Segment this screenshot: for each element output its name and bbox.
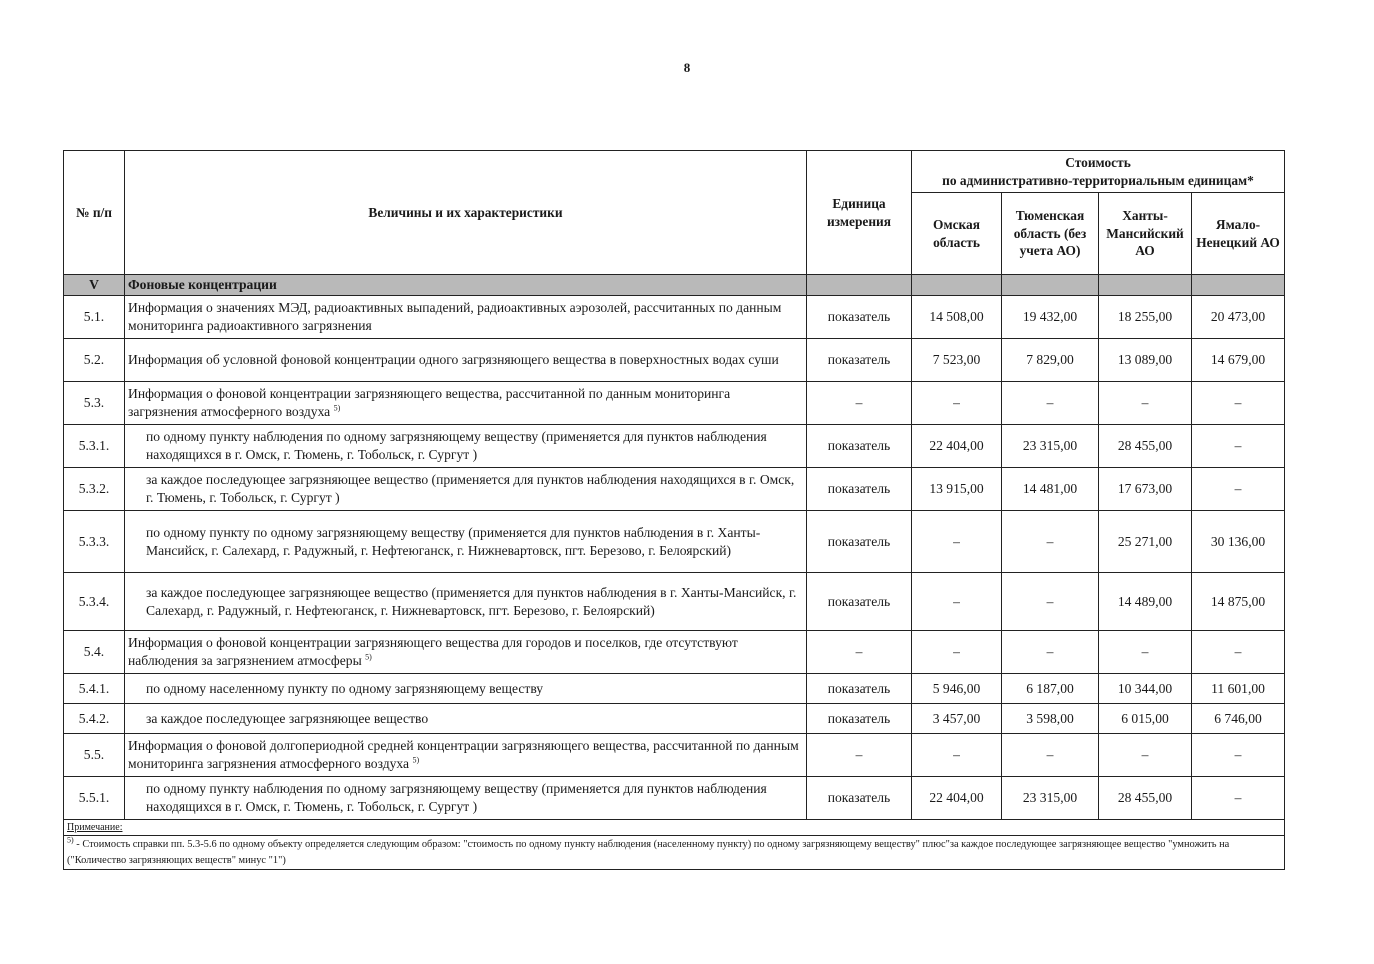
section-empty xyxy=(912,275,1002,296)
row-unit: показатель xyxy=(807,468,912,511)
row-description xyxy=(125,468,807,511)
table-row xyxy=(64,296,1285,339)
row-value: – xyxy=(1002,511,1099,573)
row-value: – xyxy=(1099,382,1192,425)
row-value: 13 915,00 xyxy=(912,468,1002,511)
row-value: 23 315,00 xyxy=(1002,425,1099,468)
header-region-yanao: Ямало-Ненецкий АО xyxy=(1192,193,1285,275)
section-empty xyxy=(1192,275,1285,296)
row-description xyxy=(125,674,807,704)
row-number: 5.2. xyxy=(64,339,125,382)
note-heading: Примечание: xyxy=(64,820,1285,836)
header-cost-line2: по административно-территориальным единицам* xyxy=(942,172,1254,188)
row-number: 5.4.1. xyxy=(64,674,125,704)
row-value: – xyxy=(1002,382,1099,425)
header-cost-line1: Стоимость xyxy=(1065,155,1131,171)
row-value: 14 489,00 xyxy=(1099,573,1192,631)
row-value: 19 432,00 xyxy=(1002,296,1099,339)
row-value: – xyxy=(912,631,1002,674)
row-value: 25 271,00 xyxy=(1099,511,1192,573)
row-value: 14 875,00 xyxy=(1192,573,1285,631)
row-unit: показатель xyxy=(807,339,912,382)
row-value: 6 746,00 xyxy=(1192,704,1285,734)
row-value: – xyxy=(1099,734,1192,777)
row-description xyxy=(125,296,807,339)
row-value: – xyxy=(1192,631,1285,674)
row-unit: показатель xyxy=(807,573,912,631)
header-region-tyumen: Тюменская область (без учета АО) xyxy=(1002,193,1099,275)
table-row xyxy=(64,511,1285,573)
row-unit: показатель xyxy=(807,674,912,704)
row-description-text: за каждое последующее загрязняющее вещество (применяется для пунктов наблюдения в г. Ханты-Мансийск, г. Салехард, г. Радужный, г. Нефтеюганск, г. Нижневартовск, пгт. Березово, г. Белоярский) xyxy=(146,584,797,618)
row-description-text: по одному населенному пункту по одному загрязняющему веществу xyxy=(146,680,544,696)
row-value: – xyxy=(1002,734,1099,777)
row-number: 5.3.3. xyxy=(64,511,125,573)
table-row xyxy=(64,777,1285,820)
row-value: 7 523,00 xyxy=(912,339,1002,382)
row-value: – xyxy=(912,382,1002,425)
row-value: 3 457,00 xyxy=(912,704,1002,734)
table-row xyxy=(64,631,1285,674)
row-value: 17 673,00 xyxy=(1099,468,1192,511)
header-unit: Единица измерения xyxy=(807,151,912,275)
footnote-marker: 5) xyxy=(412,755,420,765)
row-unit: показатель xyxy=(807,425,912,468)
row-value: – xyxy=(912,734,1002,777)
row-value: 13 089,00 xyxy=(1099,339,1192,382)
row-description xyxy=(125,511,807,573)
section-title: Фоновые концентрации xyxy=(125,275,807,296)
row-description-text: Информация о фоновой концентрации загрязняющего вещества, рассчитанной по данным мониторинга загрязнения атмосферного воздуха xyxy=(128,386,731,419)
section-empty xyxy=(1099,275,1192,296)
row-value: 14 508,00 xyxy=(912,296,1002,339)
row-description-text: Информация о фоновой концентрации загрязняющего вещества для городов и поселков, где отсутствуют наблюдения за загрязнением атмосферы xyxy=(128,635,738,668)
table-row xyxy=(64,382,1285,425)
page-number: 8 xyxy=(683,60,691,75)
section-number: V xyxy=(64,275,125,296)
row-value: 22 404,00 xyxy=(912,425,1002,468)
note-body xyxy=(64,836,1285,870)
row-number: 5.4. xyxy=(64,631,125,674)
row-description xyxy=(125,631,807,674)
row-value: 5 946,00 xyxy=(912,674,1002,704)
row-value: – xyxy=(1099,631,1192,674)
table-row xyxy=(64,573,1285,631)
header-cost-group xyxy=(912,151,1285,193)
table-row xyxy=(64,734,1285,777)
row-unit: – xyxy=(807,382,912,425)
footnote-marker: 5) xyxy=(333,403,341,413)
row-description xyxy=(125,425,807,468)
row-unit: показатель xyxy=(807,511,912,573)
row-description-text: Информация о значениях МЭД, радиоактивных выпадений, радиоактивных аэрозолей, рассчитанных по данным мониторинга радиоактивного загрязнения xyxy=(128,300,782,333)
row-description xyxy=(125,382,807,425)
header-region-khmao: Ханты-Мансийский АО xyxy=(1099,193,1192,275)
row-value: – xyxy=(912,573,1002,631)
row-value: 20 473,00 xyxy=(1192,296,1285,339)
row-value: 22 404,00 xyxy=(912,777,1002,820)
header-region-omsk: Омская область xyxy=(912,193,1002,275)
row-value: – xyxy=(1002,631,1099,674)
row-description-text: по одному пункту по одному загрязняющему веществу (применяется для пунктов наблюдения в г. Ханты-Мансийск, г. Салехард, г. Радужный, г. Нефтеюганск, г. Нижневартовск, пгт. Березово, г. Белоярский) xyxy=(146,524,761,558)
row-description xyxy=(125,339,807,382)
header-description: Величины и их характеристики xyxy=(125,151,807,275)
row-value: 14 481,00 xyxy=(1002,468,1099,511)
row-value: 6 015,00 xyxy=(1099,704,1192,734)
row-value: 11 601,00 xyxy=(1192,674,1285,704)
row-unit: показатель xyxy=(807,296,912,339)
row-unit: – xyxy=(807,631,912,674)
row-description xyxy=(125,777,807,820)
row-description xyxy=(125,573,807,631)
row-number: 5.3. xyxy=(64,382,125,425)
row-value: 6 187,00 xyxy=(1002,674,1099,704)
row-value: 3 598,00 xyxy=(1002,704,1099,734)
row-value: 14 679,00 xyxy=(1192,339,1285,382)
row-value: 30 136,00 xyxy=(1192,511,1285,573)
row-description xyxy=(125,734,807,777)
row-description-text: Информация о фоновой долгопериодной средней концентрации загрязняющего вещества, рассчитанной по данным мониторинга загрязнения атмосферного воздуха xyxy=(128,738,799,771)
row-value: 10 344,00 xyxy=(1099,674,1192,704)
table-row xyxy=(64,674,1285,704)
row-number: 5.3.1. xyxy=(64,425,125,468)
row-value: – xyxy=(1192,777,1285,820)
row-number: 5.4.2. xyxy=(64,704,125,734)
row-value: – xyxy=(1192,734,1285,777)
row-value: 23 315,00 xyxy=(1002,777,1099,820)
row-description-text: по одному пункту наблюдения по одному загрязняющему веществу (применяется для пунктов наблюдения находящихся в г. Омск, г. Тюмень, г. Тобольск, г. Сургут ) xyxy=(146,781,767,814)
row-description xyxy=(125,704,807,734)
row-description-text: Информация об условной фоновой концентрации одного загрязняющего вещества в поверхностных водах суши xyxy=(128,352,779,368)
section-empty xyxy=(807,275,912,296)
note-marker: 5) xyxy=(67,835,74,845)
row-value: 18 255,00 xyxy=(1099,296,1192,339)
row-number: 5.3.4. xyxy=(64,573,125,631)
row-unit: показатель xyxy=(807,704,912,734)
row-value: 7 829,00 xyxy=(1002,339,1099,382)
table-row xyxy=(64,704,1285,734)
row-value: 28 455,00 xyxy=(1099,425,1192,468)
section-row xyxy=(64,275,1285,296)
table-row xyxy=(64,339,1285,382)
row-value: – xyxy=(1192,382,1285,425)
row-value: – xyxy=(912,511,1002,573)
row-value: – xyxy=(1192,425,1285,468)
table-row xyxy=(64,425,1285,468)
row-number: 5.5. xyxy=(64,734,125,777)
row-value: 28 455,00 xyxy=(1099,777,1192,820)
header-number: № п/п xyxy=(64,151,125,275)
note-text: - Стоимость справки пп. 5.3-5.6 по одному объекту определяется следующим образом: "стоимость по одному пункту наблюдения (населенному пункту) по одному загрязняющему веществу" плюс"за каждое последующее загрязняющее вещество "умножить на ("Количество загрязняющих веществ" минус "1") xyxy=(67,839,1230,866)
table-row xyxy=(64,468,1285,511)
row-description-text: по одному пункту наблюдения по одному загрязняющему веществу (применяется для пунктов наблюдения находящихся в г. Омск, г. Тюмень, г. Тобольск, г. Сургут ) xyxy=(146,429,767,462)
section-empty xyxy=(1002,275,1099,296)
row-unit: показатель xyxy=(807,777,912,820)
row-value: – xyxy=(1192,468,1285,511)
row-number: 5.1. xyxy=(64,296,125,339)
row-number: 5.3.2. xyxy=(64,468,125,511)
row-description-text: за каждое последующее загрязняющее вещество xyxy=(146,710,429,726)
row-description-text: за каждое последующее загрязняющее вещество (применяется для пунктов наблюдения находящихся в г. Омск, г. Тюмень, г. Тобольск, г. Сургут ) xyxy=(146,472,795,505)
row-value: – xyxy=(1002,573,1099,631)
cost-table xyxy=(63,150,1285,870)
row-unit: – xyxy=(807,734,912,777)
footnote-marker: 5) xyxy=(365,652,372,662)
row-number: 5.5.1. xyxy=(64,777,125,820)
